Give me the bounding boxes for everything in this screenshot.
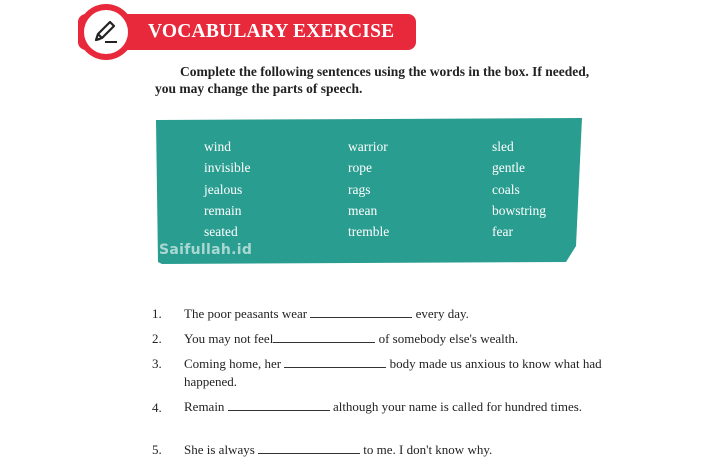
answer-blank[interactable] (310, 305, 412, 318)
word-item: rags (348, 182, 371, 197)
word-item: bowstring (492, 203, 546, 218)
word-item: coals (492, 182, 520, 197)
answer-blank[interactable] (273, 330, 375, 343)
question-text: Remain although your name is called for hundred times. (184, 399, 583, 414)
question-text: The poor peasants wear every day. (184, 306, 469, 321)
watermark: Saifullah.id (159, 242, 253, 258)
question-text: Coming home, her body made us anxious to know what had happened. (184, 356, 602, 389)
word-item: wind (204, 139, 231, 154)
question-number: 3. (152, 356, 162, 371)
word-item: seated (204, 224, 238, 239)
instructions-text: Complete the following sentences using the words in the box. If needed, you may change the parts of speech. (155, 64, 590, 96)
word-item: sled (492, 139, 514, 154)
word-item: fear (492, 224, 513, 239)
word-item: warrior (348, 139, 388, 154)
word-item: jealous (204, 182, 243, 197)
answer-blank[interactable] (228, 398, 330, 411)
question-number: 2. (152, 331, 162, 346)
question-number: 5. (152, 442, 162, 457)
word-item: rope (348, 160, 372, 175)
question-number: 4. (152, 400, 162, 415)
section-title: VOCABULARY EXERCISE (148, 21, 395, 42)
word-item: mean (348, 203, 378, 218)
word-item: remain (204, 203, 242, 218)
pencil-badge (78, 4, 134, 60)
pencil-icon (92, 18, 120, 46)
answer-blank[interactable] (258, 441, 360, 454)
word-item: invisible (204, 160, 251, 175)
answer-blank[interactable] (284, 355, 386, 368)
word-item: tremble (348, 224, 390, 239)
question-number: 1. (152, 306, 162, 321)
question-text: You may not feel of somebody else's wealth. (184, 331, 519, 346)
question-text: She is always to me. I don't know why. (184, 442, 493, 457)
word-item: gentle (492, 160, 525, 175)
